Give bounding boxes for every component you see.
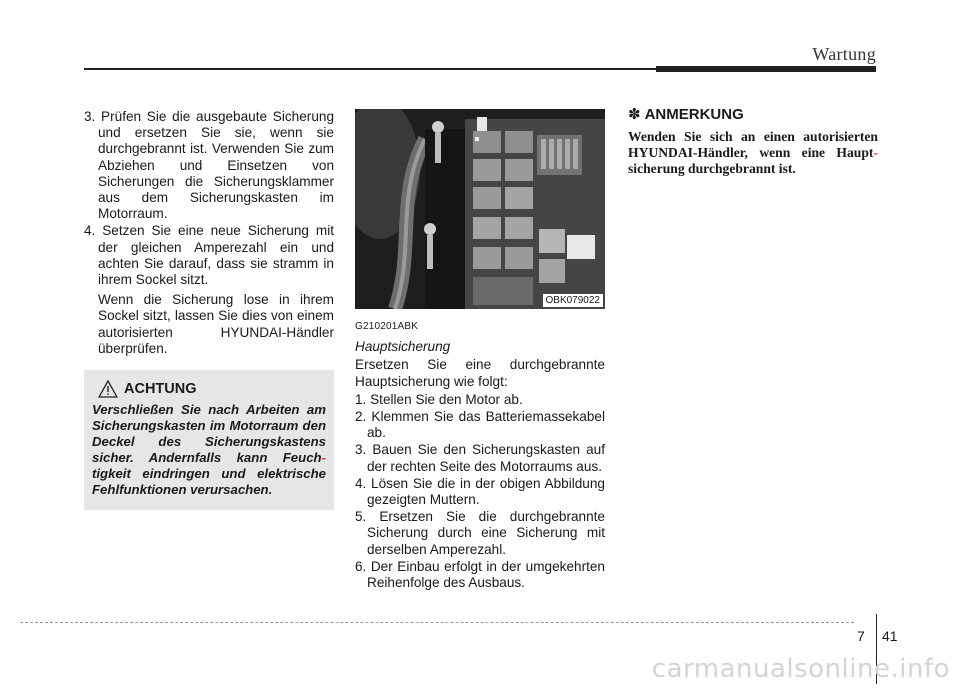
step-item: 4. Setzen Sie eine neue Sicherung mit der gleichen Amperezahl ein und achten Sie darauf, dass sie stramm in ihrem Sockel sitzt. xyxy=(84,223,334,288)
step-note-paragraph: Wenn die Sicherung lose in ihrem Sockel sitzt, lassen Sie dies von einem autorisierten HYUNDAI-Händler überprüfen. xyxy=(98,292,334,356)
section-intro: Ersetzen Sie eine durchgebrannte Hauptsicherung wie folgt: xyxy=(355,357,605,389)
procedure-step: 3. Bauen Sie den Sicherungskasten auf der rechten Seite des Motorraums aus. xyxy=(355,442,605,474)
chapter-number: 7 xyxy=(857,628,865,644)
footer-dashed-rule xyxy=(20,622,854,623)
procedure-step: 6. Der Einbau erfolgt in der umgekehrten Reihenfolge des Ausbaus. xyxy=(355,558,605,591)
hyphen-mark: - xyxy=(873,145,878,161)
middle-column xyxy=(355,109,605,592)
warning-header xyxy=(92,380,326,398)
note-text: Wenden Sie sich an einen autorisierten HYUNDAI-Händler, wenn eine Haupt- sicherung durchgebrannt ist. xyxy=(628,129,878,177)
procedure-step: 5. Ersetzen Sie die durchgebrannte Sicherung durch eine Sicherung mit derselben Amperezahl. xyxy=(355,509,605,557)
section-subheading: Hauptsicherung xyxy=(355,339,451,355)
header-rule-accent xyxy=(656,66,876,72)
photo-reference-label: OBK079022 xyxy=(543,294,604,307)
header-rule xyxy=(84,68,656,70)
step-item: 3. Prüfen Sie die ausgebaute Sicherung und ersetzen Sie sie, wenn sie durchgebrannt ist. Verwenden Sie zum Abziehen und Einsetzen von Sicherungen die Sicherungsklammer aus dem Sicherungskasten im Motorraum. xyxy=(84,109,334,222)
fuse-box-photo xyxy=(355,109,605,309)
procedure-step: 4. Lösen Sie die in der obigen Abbildung gezeigten Muttern. xyxy=(355,475,605,508)
page-number: 41 xyxy=(882,628,898,644)
warning-title: ACHTUNG xyxy=(124,380,197,397)
procedure-step: 1. Stellen Sie den Motor ab. xyxy=(355,391,523,407)
warning-triangle-icon xyxy=(98,380,118,398)
running-header: Wartung xyxy=(812,44,876,64)
watermark: carmanualsonline.info xyxy=(651,654,950,684)
note-star-icon: ✽ xyxy=(628,106,641,123)
left-column xyxy=(84,109,334,510)
fuse-box-illustration xyxy=(355,109,605,309)
note-heading xyxy=(628,107,878,123)
right-column xyxy=(628,106,878,177)
note-title: ANMERKUNG xyxy=(644,106,744,123)
section-code: G210201ABK xyxy=(355,321,419,332)
warning-box xyxy=(84,370,334,510)
procedure-step: 2. Klemmen Sie das Batteriemassekabel ab. xyxy=(355,409,605,441)
warning-text: Verschließen Sie nach Arbeiten am Sicherungskasten im Motorraum den Deckel des Sicherungskastens sicher. Andernfalls kann Feuch- tigkeit eindringen und elektrische Fehlfunktionen verursachen. xyxy=(92,402,326,498)
hyphen-mark: - xyxy=(321,450,326,466)
